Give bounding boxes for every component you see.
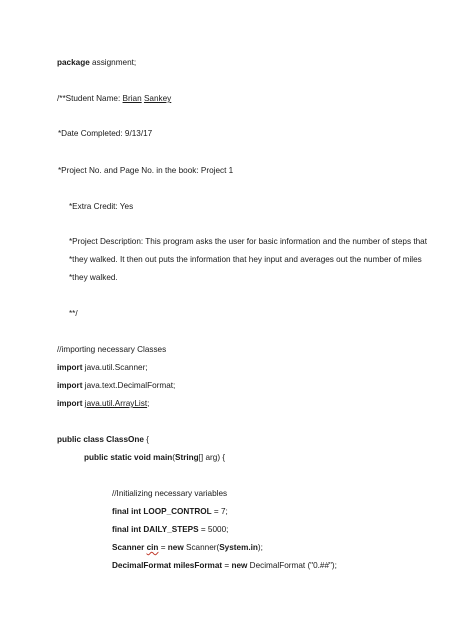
daily-steps-decl: final int DAILY_STEPS (112, 525, 199, 534)
import-semicolon: ; (147, 399, 150, 408)
class-open-brace: { (143, 435, 149, 444)
import-line (57, 399, 149, 409)
main-param-rest: [] arg) { (198, 453, 226, 462)
extra-credit-line: *Extra Credit: Yes (69, 202, 134, 211)
package-line (57, 58, 136, 68)
main-modifiers: public static void main (84, 453, 173, 462)
scanner-var-name: cin (146, 543, 159, 552)
package-name: assignment; (89, 58, 137, 67)
init-comment-line: //Initializing necessary variables (112, 489, 228, 498)
import-path: java.util.Scanner; (82, 363, 148, 372)
new-keyword: new (167, 543, 184, 552)
main-open-paren: ( (172, 453, 175, 462)
import-keyword: import (57, 381, 83, 390)
scanner-equals: = (158, 543, 168, 552)
decimal-format-decl: DecimalFormat milesFormat (112, 561, 223, 570)
description-line-3: *they walked. (69, 273, 118, 282)
daily-steps-value: = 5000; (198, 525, 229, 534)
main-param-type: String (175, 453, 199, 462)
class-declaration-line (57, 435, 149, 445)
scanner-end: ); (257, 543, 263, 552)
loop-control-value: = 7; (211, 507, 228, 516)
loop-control-line (112, 507, 228, 517)
new-keyword: new (231, 561, 248, 570)
description-line-1: *Project Description: This program asks the user for basic information and the number of steps that (69, 237, 427, 246)
project-number-line: *Project No. and Page No. in the book: Project 1 (58, 166, 234, 175)
loop-control-decl: final int LOOP_CONTROL (112, 507, 212, 516)
description-line-2: *they walked. It then out puts the information that hey input and averages out the number of miles (69, 255, 422, 264)
student-last-name: Sankey (143, 94, 172, 103)
scanner-arg: System.in (219, 543, 258, 552)
import-keyword: import (57, 363, 83, 372)
comment-close-line: **/ (69, 309, 78, 318)
import-path: java.util.ArrayList (84, 399, 148, 408)
import-line (57, 381, 175, 391)
decimal-format-equals: = (222, 561, 232, 570)
student-name-prefix: /**Student Name: (57, 94, 123, 103)
scanner-line (112, 543, 263, 553)
class-declaration: public class ClassOne (57, 435, 144, 444)
package-keyword: package (57, 58, 90, 67)
date-completed-line: *Date Completed: 9/13/17 (58, 129, 153, 138)
import-comment-line: //importing necessary Classes (57, 345, 167, 354)
daily-steps-line (112, 525, 228, 535)
scanner-type: Scanner (112, 543, 145, 552)
decimal-format-line (112, 561, 337, 571)
import-path: java.text.DecimalFormat; (82, 381, 176, 390)
import-line (57, 363, 148, 373)
student-first-name: Brian (122, 94, 142, 103)
decimal-format-rest: DecimalFormat ("0.##"); (247, 561, 337, 570)
import-keyword: import (57, 399, 83, 408)
student-name-line (57, 94, 171, 104)
scanner-ctor: Scanner( (183, 543, 220, 552)
main-method-line (84, 453, 225, 463)
